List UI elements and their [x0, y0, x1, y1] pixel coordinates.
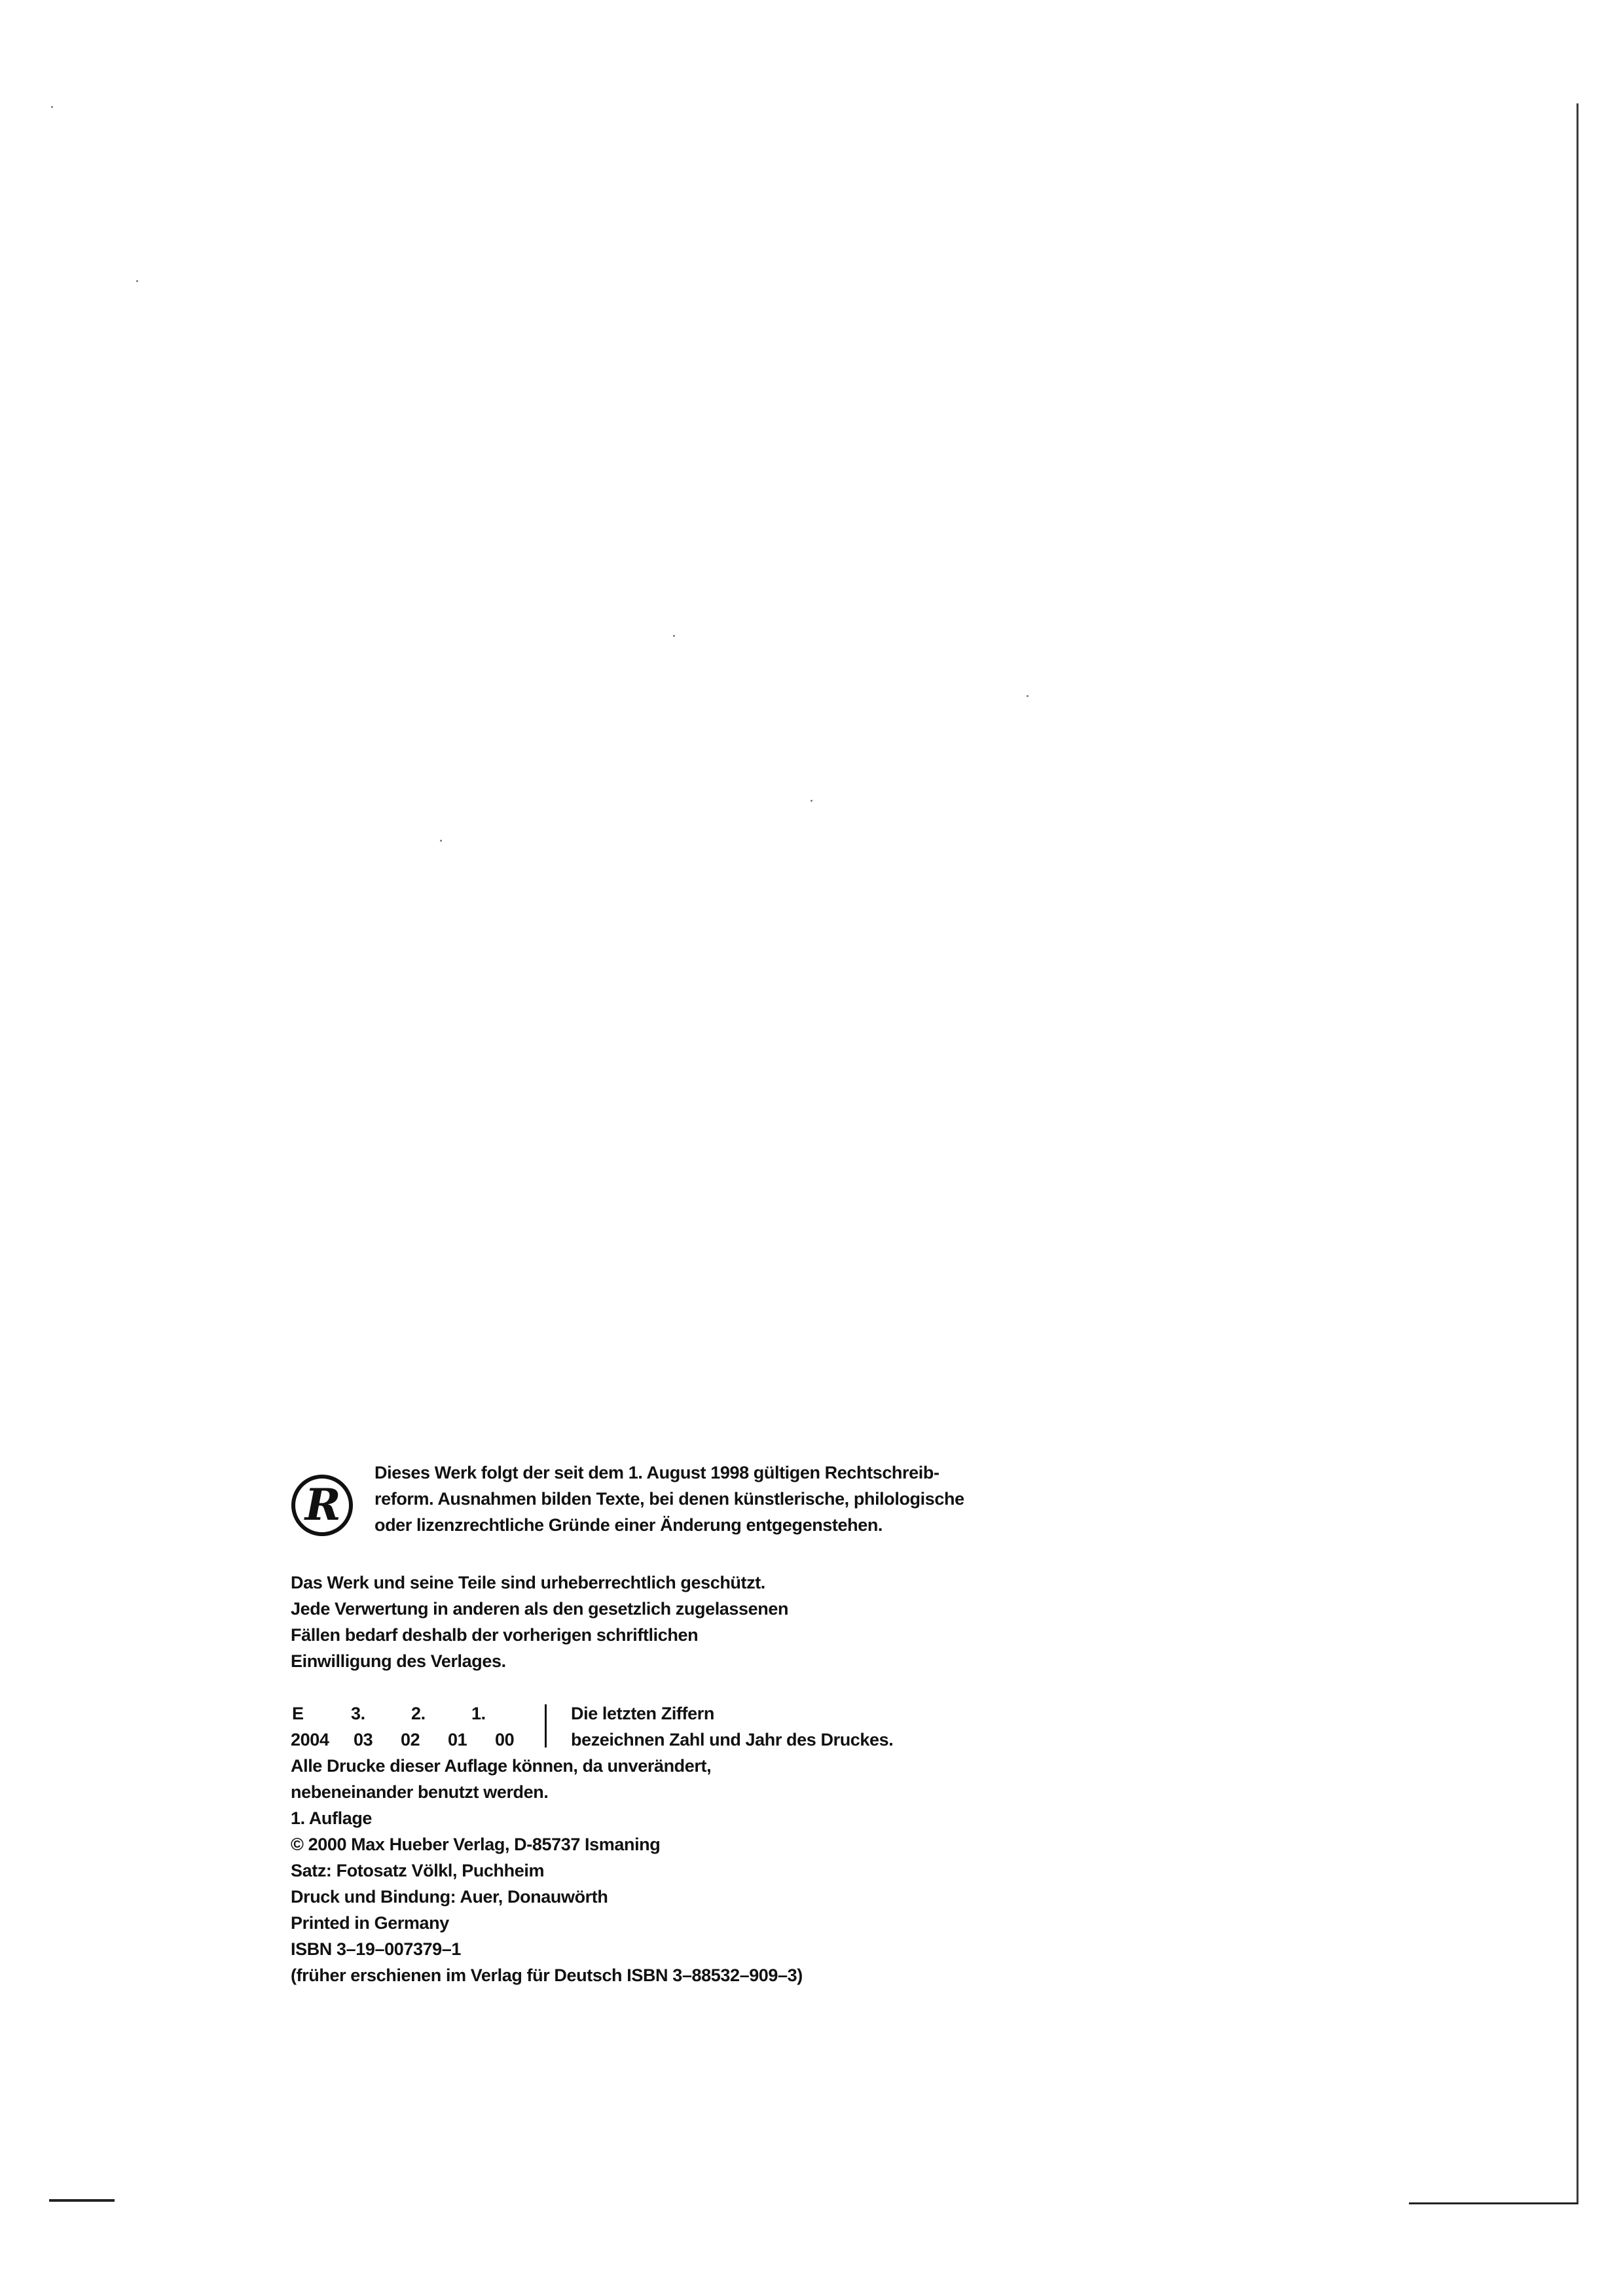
- svg-text:R: R: [304, 1479, 341, 1530]
- scan-border-right: [1577, 103, 1578, 2204]
- year-cell: 03: [354, 1730, 373, 1749]
- printed-in-line: Printed in Germany: [291, 1913, 449, 1933]
- publication-details: [291, 1753, 1404, 1988]
- scan-speck: [673, 635, 675, 637]
- scan-speck: [51, 106, 53, 108]
- imprint-line: Alle Drucke dieser Auflage können, da unverändert,: [291, 1756, 712, 1776]
- copyright-line: Einwilligung des Verlages.: [291, 1651, 506, 1671]
- scan-mark-bottom-right: [1409, 2202, 1578, 2204]
- spelling-reform-notice: [291, 1460, 1404, 1551]
- imprint-line: nebeneinander benutzt werden.: [291, 1782, 549, 1802]
- isbn-line: ISBN 3–19–007379–1: [291, 1939, 462, 1959]
- printing-binding-line: Druck und Bindung: Auer, Donauwörth: [291, 1887, 608, 1907]
- year-cell: 2004: [291, 1730, 329, 1749]
- print-note-line: Die letzten Ziffern: [571, 1704, 714, 1723]
- year-cell: 00: [495, 1730, 515, 1749]
- year-cell: 01: [448, 1730, 467, 1749]
- copyright-notice: [291, 1570, 1404, 1674]
- year-cell: 02: [401, 1730, 420, 1749]
- spelling-reform-text: [374, 1460, 1396, 1538]
- print-note-line: bezeichnen Zahl und Jahr des Druckes.: [571, 1730, 894, 1749]
- previous-isbn-line: (früher erschienen im Verlag für Deutsch ISBN 3–88532–909–3): [291, 1965, 803, 1985]
- print-number-divider: [545, 1704, 547, 1748]
- copyright-line: © 2000 Max Hueber Verlag, D-85737 Ismaning: [291, 1835, 661, 1854]
- typesetting-line: Satz: Fotosatz Völkl, Puchheim: [291, 1861, 545, 1880]
- edition-cell: 2.: [411, 1704, 426, 1723]
- edition-label: 1. Auflage: [291, 1808, 373, 1828]
- spelling-reform-logo-icon: [291, 1474, 354, 1537]
- scan-speck: [1027, 695, 1029, 697]
- reform-line: oder lizenzrechtliche Gründe einer Änderung entgegenstehen.: [374, 1515, 883, 1535]
- edition-cell: E: [292, 1704, 304, 1723]
- scan-mark-bottom-left: [49, 2199, 115, 2202]
- reform-line: reform. Ausnahmen bilden Texte, bei denen künstlerische, philologische: [374, 1489, 964, 1509]
- copyright-line: Fällen bedarf deshalb der vorherigen schriftlichen: [291, 1625, 699, 1645]
- edition-cell: 1.: [471, 1704, 486, 1723]
- edition-cell: 3.: [351, 1704, 365, 1723]
- print-number-note: [571, 1700, 893, 1753]
- reform-line: Dieses Werk folgt der seit dem 1. August 1998 gültigen Rechtschreib-: [374, 1463, 939, 1482]
- scan-speck: [440, 840, 442, 842]
- scan-speck: [136, 280, 138, 282]
- copyright-line: Jede Verwertung in anderen als den gesetzlich zugelassenen: [291, 1599, 789, 1619]
- copyright-line: Das Werk und seine Teile sind urheberrechtlich geschützt.: [291, 1573, 765, 1592]
- imprint-block: [291, 1460, 1404, 1988]
- scan-speck: [811, 800, 812, 802]
- print-number-table: [291, 1700, 1404, 1753]
